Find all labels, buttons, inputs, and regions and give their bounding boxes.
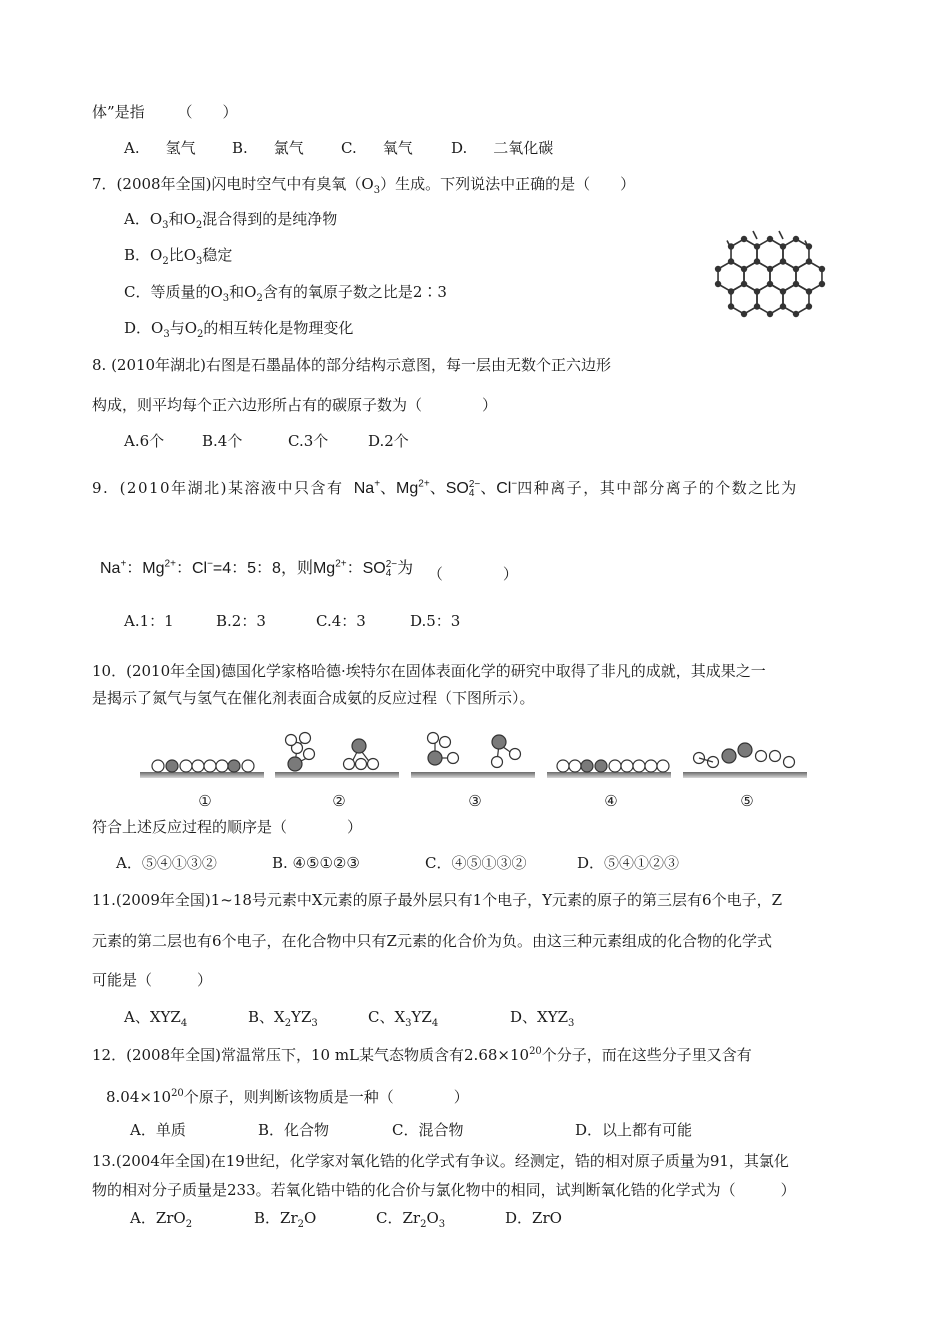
carbon-atom — [767, 266, 773, 272]
q10-stem-line1: 10．(2010年全国)德国化学家格哈德·埃特尔在固体表面化学的研究中取得了非凡的成就，其成果之一 — [92, 662, 766, 680]
hydrogen-atom — [784, 757, 795, 768]
carbon-atom — [728, 288, 734, 294]
carbon-atom — [754, 288, 760, 294]
hydrogen-atom — [180, 760, 192, 772]
hydrogen-atom — [152, 760, 164, 772]
carbon-atom — [754, 243, 760, 249]
q9-ion-list: Na+、$Mg^{2+}$、SO 2− 4 、Cl− — [353, 478, 518, 499]
carbon-atom — [767, 311, 773, 317]
nitrogen-atom — [166, 760, 178, 772]
hydrogen-atom — [344, 759, 355, 770]
q6-answer-paren: （ ） — [177, 103, 238, 121]
carbon-atom — [741, 236, 747, 242]
carbon-atom — [806, 258, 812, 264]
hydrogen-atom — [368, 759, 379, 770]
q10-option-b: B. ④⑤①②③ — [272, 854, 360, 872]
q7-option-d: D．$O_3$与$O_2$的相互转化是物理变化 — [124, 319, 354, 340]
q12-option-a: A．单质 — [130, 1121, 186, 1139]
catalyst-surface-5 — [683, 772, 807, 778]
hydrogen-atom — [633, 760, 645, 772]
carbon-atom — [793, 311, 799, 317]
q6-option-c: C. 氧气 — [341, 139, 413, 157]
q11-option-a: A、$XYZ_4$ — [124, 1008, 188, 1029]
carbon-atom — [728, 303, 734, 309]
q9-answer-paren: （ ） — [427, 565, 518, 583]
q8-option-a: A.6个 — [124, 432, 165, 450]
q8-option-d: D.2个 — [368, 432, 409, 450]
carbon-atom — [780, 258, 786, 264]
carbon-atom — [780, 303, 786, 309]
q10-option-a: A．⑤④①③② — [116, 854, 217, 872]
q12-stem-line1: 12．(2008年全国)常温常压下，10 mL某气态物质含有$2.68\times 10^{20}$个分子，而在这些分子里又含有 — [92, 1046, 752, 1064]
carbon-atom — [819, 281, 825, 287]
q13-stem-line2: 物的相对分子质量是233。若氧化锆中锆的化合价与氯化物中的相同，试判断氧化锆的化学式为（ ） — [92, 1181, 796, 1199]
carbon-atom — [767, 236, 773, 242]
hydrogen-atom — [356, 759, 367, 770]
carbon-atom — [741, 266, 747, 272]
q8-stem-line2: 构成，则平均每个正六边形所占有的碳原子数为（ ） — [92, 396, 498, 414]
hexagon-ring — [731, 284, 757, 314]
nitrogen-atom — [228, 760, 240, 772]
q13-option-c: C．$Zr_2O_3$ — [376, 1209, 446, 1230]
dangling-bond — [753, 231, 757, 239]
hydrogen-atom — [300, 733, 311, 744]
catalyst-surface-3 — [411, 772, 535, 778]
q7-option-a: A．$O_3$和$O_2$混合得到的是纯净物 — [124, 210, 338, 231]
q7-stem: 7．(2008年全国)闪电时空气中有臭氧$(O_3)$生成。下列说法中正确的是（ ） — [92, 175, 636, 196]
nitrogen-atom — [428, 751, 442, 765]
q8-option-c: C.3个 — [288, 432, 329, 450]
q8-option-b: B.4个 — [202, 432, 243, 450]
nitrogen-atom — [581, 760, 593, 772]
q10-stem-line2: 是揭示了氮气与氢气在催化剂表面合成氨的反应过程（下图所示）。 — [92, 689, 535, 707]
q9-option-a: A.1：1 — [124, 612, 174, 630]
carbon-atom — [793, 236, 799, 242]
q7-option-c: C．等质量的$O_3$和$O_2$含有的氧原子数之比是2∶3 — [124, 283, 447, 304]
carbon-atom — [754, 258, 760, 264]
hydrogen-atom — [192, 760, 204, 772]
nitrogen-atom — [722, 749, 736, 763]
q12-option-b: B．化合物 — [258, 1121, 330, 1139]
ammonia-synthesis-diagram — [135, 730, 815, 815]
q11-option-b: B、$X_2YZ_3$ — [248, 1008, 318, 1029]
hydrogen-atom — [286, 735, 297, 746]
q11-stem-line2: 元素的第二层也有6个电子，在化合物中只有Z元素的化合价为负。由这三种元素组成的化合物的化学式 — [92, 932, 772, 950]
carbon-atom — [793, 266, 799, 272]
panel-label-4: ④ — [604, 792, 618, 810]
hydrogen-atom — [216, 760, 228, 772]
q6-option-a: A. 氢气 — [124, 139, 196, 157]
q13-option-b: B．$Zr_2O$ — [254, 1209, 317, 1230]
carbon-atom — [754, 303, 760, 309]
q11-stem-line3: 可能是（ ） — [92, 971, 213, 989]
carbon-atom — [780, 243, 786, 249]
nitrogen-atom — [595, 760, 607, 772]
q9-option-b: B.2：3 — [216, 612, 266, 630]
hydrogen-atom — [510, 749, 521, 760]
hydrogen-atom — [204, 760, 216, 772]
q12-option-c: C．混合物 — [392, 1121, 464, 1139]
nitrogen-atom — [288, 757, 302, 771]
hydrogen-atom — [440, 737, 451, 748]
q11-stem-line1: 11.(2009年全国)1~18号元素中X元素的原子最外层只有1个电子，Y元素的原子的第三层有6个电子，Z — [92, 891, 783, 909]
q12-option-d: D．以上都有可能 — [575, 1121, 693, 1139]
catalyst-surface-1 — [140, 772, 264, 778]
q9-ratio-line — [100, 558, 518, 583]
catalyst-surface-2 — [275, 772, 399, 778]
hydrogen-atom — [569, 760, 581, 772]
carbon-atom — [793, 281, 799, 287]
carbon-atom — [728, 258, 734, 264]
q6-stem-tail — [92, 102, 237, 122]
carbon-atom — [767, 281, 773, 287]
panel-label-5: ⑤ — [740, 792, 754, 810]
q6-option-b: B. 氯气 — [232, 139, 304, 157]
carbon-atom — [741, 281, 747, 287]
carbon-atom — [741, 311, 747, 317]
carbon-atom — [806, 288, 812, 294]
q12-stem-line2: $8.04\times 10^{20}$个原子，则判断该物质是一种（ ） — [106, 1088, 469, 1106]
q6-tail-text: 体”是指 — [92, 103, 145, 121]
q6-option-d: D. 二氧化碳 — [451, 139, 554, 157]
hydrogen-atom — [609, 760, 621, 772]
q9-ratio-formula: Na+：$Mg^{2+}$：Cl−=4：5：8，则$Mg^{2+}$：SO 2− 4 为 — [100, 558, 414, 579]
hydrogen-atom — [492, 757, 503, 768]
q9-option-d: D.5：3 — [410, 612, 461, 630]
hydrogen-atom — [448, 753, 459, 764]
q7-option-b: B．$O_2$比$O_3$稳定 — [124, 246, 233, 267]
panel-label-3: ③ — [468, 792, 482, 810]
nitrogen-atom — [738, 743, 752, 757]
hydrogen-atom — [304, 749, 315, 760]
q10-option-c: C．④⑤①③② — [425, 854, 527, 872]
hydrogen-atom — [428, 733, 439, 744]
carbon-atom — [715, 281, 721, 287]
q10-option-d: D．⑤④①②③ — [577, 854, 680, 872]
q13-option-a: A．ZrO$_2$ — [130, 1209, 193, 1230]
catalyst-surface-4 — [547, 772, 671, 778]
nitrogen-atom — [492, 735, 506, 749]
panel-label-2: ② — [332, 792, 346, 810]
hydrogen-atom — [657, 760, 669, 772]
carbon-atom — [819, 266, 825, 272]
hydrogen-atom — [770, 751, 781, 762]
carbon-atom — [715, 266, 721, 272]
hydrogen-atom — [756, 751, 767, 762]
hexagon-ring — [783, 284, 809, 314]
hydrogen-atom — [621, 760, 633, 772]
q13-option-d: D．ZrO — [505, 1209, 562, 1227]
panel-label-1: ① — [198, 792, 212, 810]
q9-option-c: C.4：3 — [316, 612, 366, 630]
carbon-atom — [728, 243, 734, 249]
q13-stem-line1: 13.(2004年全国)在19世纪，化学家对氧化锆的化学式有争议。经测定，锆的相对原子质量为91，其氯化 — [92, 1152, 789, 1170]
hydrogen-atom — [645, 760, 657, 772]
hydrogen-atom — [557, 760, 569, 772]
carbon-atom — [806, 243, 812, 249]
q11-option-c: C、$X_3YZ_4$ — [368, 1008, 439, 1029]
nitrogen-atom — [352, 739, 366, 753]
carbon-atom — [780, 288, 786, 294]
hydrogen-atom — [242, 760, 254, 772]
graphite-lattice-figure — [700, 226, 840, 346]
q9-stem-line1: 9. (2010年湖北)某溶液中只含有 Na+、$Mg^{2+}$、SO 2− 4 、Cl−四种离子，其中部分离子的个数之比为 — [92, 478, 798, 499]
hexagon-ring — [757, 284, 783, 314]
q8-stem-line1: 8. (2010年湖北)右图是石墨晶体的部分结构示意图，每一层由无数个正六边形 — [92, 356, 611, 374]
q11-option-d: D、$XYZ_3$ — [510, 1008, 575, 1029]
dangling-bond — [779, 231, 783, 239]
q10-question: 符合上述反应过程的顺序是（ ） — [92, 818, 363, 836]
carbon-atom — [806, 303, 812, 309]
